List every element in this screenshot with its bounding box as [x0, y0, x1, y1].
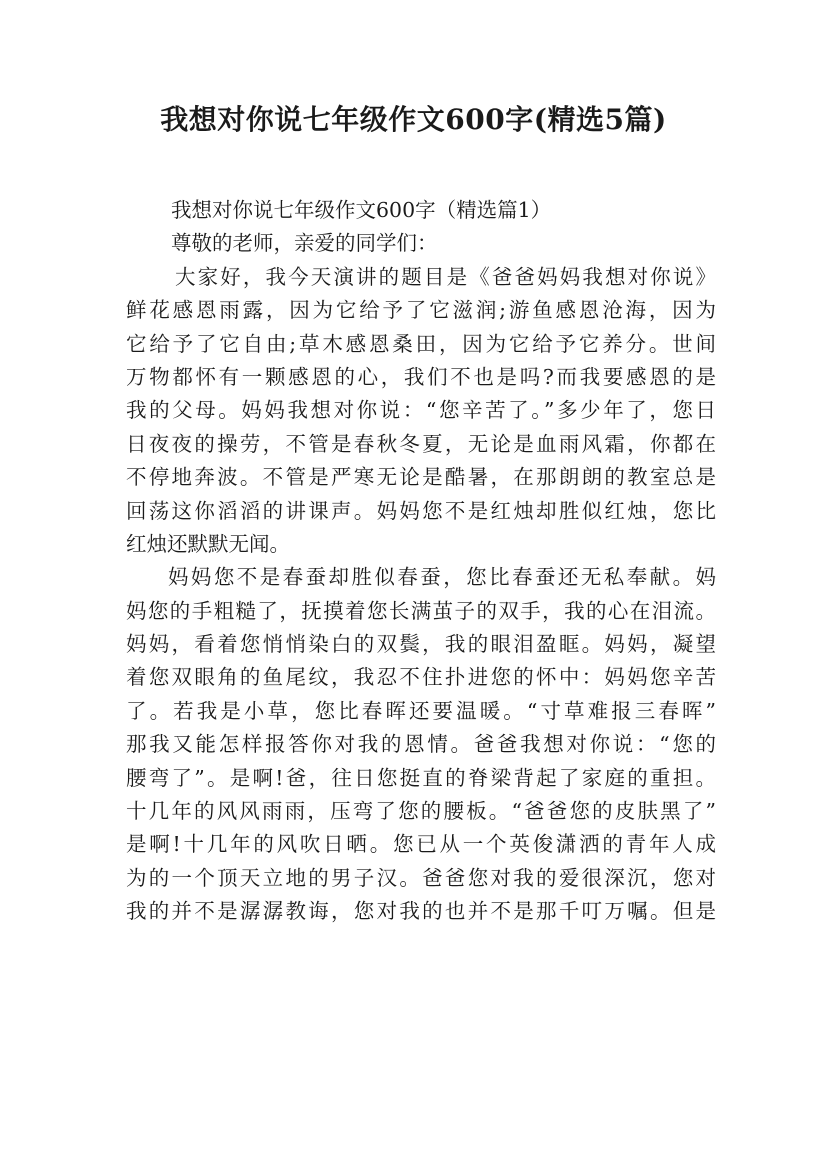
paragraph-line: 万物都怀有一颗感恩的心，我们不也是吗?而我要感恩的是	[126, 364, 716, 389]
paragraph-line: 妈您的手粗糙了，抚摸着您长满茧子的双手，我的心在泪流。	[126, 598, 716, 623]
paragraph-line: 我的并不是潺潺教诲，您对我的也并不是那千叮万嘱。但是	[126, 899, 716, 924]
paragraph-line: 腰弯了”。是啊!爸，往日您挺直的脊梁背起了家庭的重担。	[126, 765, 716, 790]
paragraph-line: 妈妈您不是春蚕却胜似春蚕，您比春蚕还无私奉献。妈	[168, 565, 716, 590]
paragraph-line: 不停地奔波。不管是严寒无论是酷暑，在那朗朗的教室总是	[126, 465, 716, 490]
paragraph-line: 着您双眼角的鱼尾纹，我忍不住扑进您的怀中：妈妈您辛苦	[126, 665, 716, 690]
paragraph-line: 日夜夜的操劳，不管是春秋冬夏，无论是血雨风霜，你都在	[126, 431, 716, 456]
paragraph-line: 回荡这你滔滔的讲课声。妈妈您不是红烛却胜似红烛，您比	[126, 498, 716, 523]
paragraph-line: 十几年的风风雨雨，压弯了您的腰板。“爸爸您的皮肤黑了”	[126, 799, 716, 824]
paragraph-line: 是啊!十几年的风吹日晒。您已从一个英俊潇洒的青年人成	[126, 832, 716, 857]
document-title: 我想对你说七年级作文600字(精选5篇)	[160, 103, 667, 136]
paragraph-line: 了。若我是小草，您比春晖还要温暖。“寸草难报三春晖”	[126, 698, 716, 723]
paragraph-line: 它给予了它自由;草木感恩桑田，因为它给予它养分。世间	[126, 331, 716, 356]
paragraph-line: 鲜花感恩雨露，因为它给予了它滋润;游鱼感恩沧海，因为	[126, 298, 716, 323]
paragraph-line: 妈妈，看着您悄悄染白的双鬓，我的眼泪盈眶。妈妈，凝望	[126, 632, 716, 657]
paragraph-line: 那我又能怎样报答你对我的恩情。爸爸我想对你说：“您的	[126, 732, 716, 757]
paragraph-line: 我的父母。妈妈我想对你说：“您辛苦了。”多少年了，您日	[126, 398, 716, 423]
document-body	[126, 194, 716, 929]
paragraph-line: 红烛还默默无闻。	[126, 531, 290, 556]
section-heading: 我想对你说七年级作文600字（精选篇1）	[171, 198, 552, 222]
paragraph-line: 大家好，我今天演讲的题目是《爸爸妈妈我想对你说》	[175, 264, 716, 289]
paragraph-line: 为的一个顶天立地的男子汉。爸爸您对我的爱很深沉，您对	[126, 865, 716, 890]
salutation-line: 尊敬的老师，亲爱的同学们：	[171, 231, 438, 256]
